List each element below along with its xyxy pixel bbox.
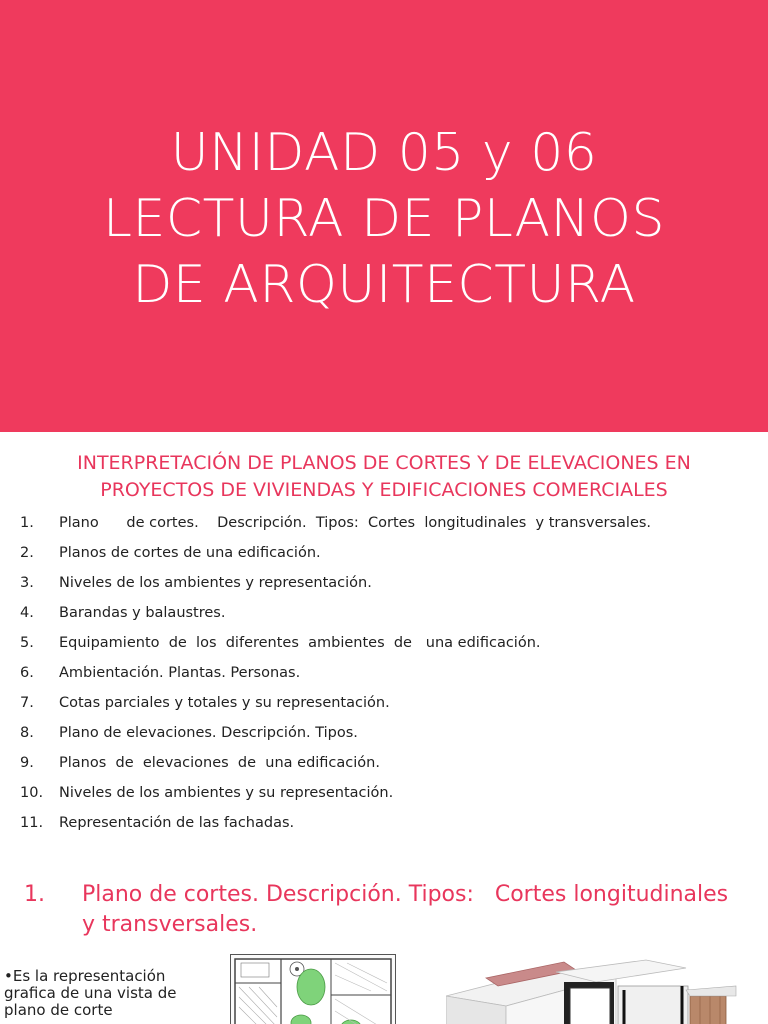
contents-slide (0, 432, 768, 844)
list-item (20, 658, 651, 688)
item-text: Planos de cortes de una edificación. (59, 545, 321, 561)
item-number: 5. (20, 635, 34, 651)
item-text: Plano de elevaciones. Descripción. Tipos. (59, 725, 358, 741)
item-number: 11. (20, 815, 44, 831)
item-number: 8. (20, 725, 34, 741)
list-item (20, 808, 651, 838)
item-number: 9. (20, 755, 34, 771)
section-heading (24, 880, 757, 940)
title-line: DE ARQUITECTURA (132, 255, 636, 315)
list-item (20, 568, 651, 598)
item-text: Cotas parciales y totales y su representación. (59, 695, 390, 711)
item-text: Niveles de los ambientes y su representación. (59, 785, 394, 801)
title-line: UNIDAD 05 y 06 (170, 123, 598, 183)
title-slide (0, 0, 768, 432)
section-title: Plano de cortes. Descripción. Tipos: Cortes longitudinales y transversales. (82, 882, 757, 937)
title-line: LECTURA DE PLANOS (103, 189, 665, 249)
item-text: Equipamiento de los diferentes ambientes de una edificación. (59, 635, 541, 651)
floor-plan-image (230, 954, 396, 1024)
list-item (20, 598, 651, 628)
bullet-text: •Es la representación grafica de una vista de plano de corte (4, 967, 177, 1019)
item-number: 1. (20, 515, 34, 531)
list-item (20, 538, 651, 568)
list-item (20, 688, 651, 718)
item-text: Planos de elevaciones de una edificación. (59, 755, 380, 771)
list-item (20, 718, 651, 748)
item-text: Representación de las fachadas. (59, 815, 295, 831)
item-number: 3. (20, 575, 34, 591)
subtitle-line: PROYECTOS DE VIVIENDAS Y EDIFICACIONES COMERCIALES (100, 479, 668, 501)
topic-list (20, 508, 651, 838)
list-item (20, 778, 651, 808)
list-item (20, 628, 651, 658)
item-number: 10. (20, 785, 44, 801)
item-number: 7. (20, 695, 34, 711)
item-text: Plano de cortes. Descripción. Tipos: Cortes longitudinales y transversales. (59, 515, 652, 531)
item-text: Niveles de los ambientes y representación. (59, 575, 372, 591)
item-text: Barandas y balaustres. (59, 605, 226, 621)
list-item (20, 508, 651, 538)
slide-title (0, 120, 768, 318)
section-number: 1. (24, 882, 45, 907)
item-text: Ambientación. Plantas. Personas. (59, 665, 301, 681)
section-slide (0, 844, 768, 1024)
subtitle-line: INTERPRETACIÓN DE PLANOS DE CORTES Y DE ELEVACIONES EN (77, 452, 691, 474)
building-render-image (446, 956, 746, 1024)
contents-subtitle (0, 450, 768, 504)
item-number: 4. (20, 605, 34, 621)
list-item (20, 748, 651, 778)
item-number: 6. (20, 665, 34, 681)
item-number: 2. (20, 545, 34, 561)
